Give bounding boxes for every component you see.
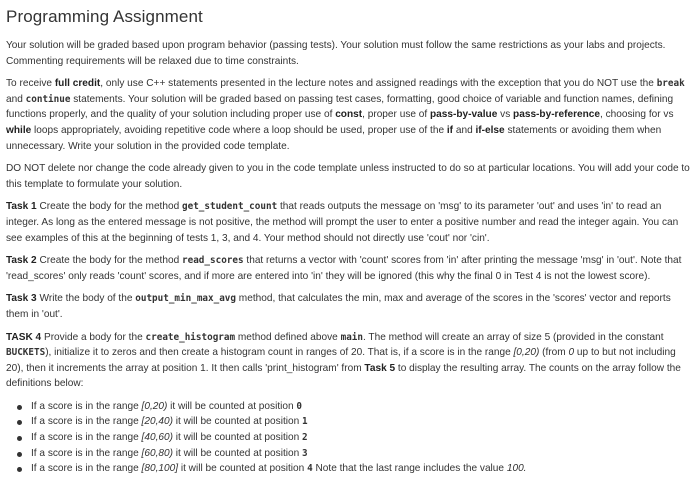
task3-label: Task 3 — [6, 293, 37, 305]
list-item: If a score is in the range [80,100] it will be counted at position 4 Note that the last range includes the value 100. — [31, 461, 692, 477]
list-item: If a score is in the range [40,60) it will be counted at position 2 — [31, 430, 692, 446]
list-item: If a score is in the range [20,40) it will be counted at position 1 — [31, 414, 692, 430]
task3-paragraph: Task 3 Write the body of the output_min_max_avg method, that calculates the min, max and average of the scores in the 'scores' vector and reports them in 'out'. — [6, 293, 671, 320]
get-student-count-method: get_student_count — [182, 201, 278, 213]
bullet-icon — [17, 420, 22, 425]
range-list — [6, 399, 692, 477]
full-credit-term: full credit — [54, 78, 101, 90]
list-item: If a score is in the range [60,80) it will be counted at position 3 — [31, 446, 692, 462]
task2-paragraph: Task 2 Create the body for the method read_scores that returns a vector with 'count' scores from 'in' after printing the message 'msg' in 'out'. Note that 'read_scores' only reads 'count' scores, and if more are entered into 'in' they will be ignored (this why the final 0 in Test 4 is not the lowest score). — [6, 255, 682, 282]
task4-label: TASK 4 — [6, 331, 42, 343]
bullet-icon — [17, 467, 22, 472]
if-else-term: if-else — [475, 124, 505, 136]
buckets-constant: BUCKETS — [6, 347, 46, 359]
task5-reference: Task 5 — [364, 362, 396, 374]
output-min-max-avg-method: output_min_max_avg — [135, 293, 236, 305]
continue-keyword: continue — [25, 93, 71, 105]
if-term: if — [446, 124, 454, 136]
const-term: const — [335, 109, 363, 121]
list-item: If a score is in the range [0,20) it will be counted at position 0 — [31, 399, 692, 415]
task1-label: Task 1 — [6, 201, 37, 213]
create-histogram-method: create_histogram — [145, 331, 236, 343]
bullet-icon — [17, 405, 22, 410]
do-not-delete-paragraph: DO NOT delete nor change the code already given to you in the code template unless instructed to do so at particular locations. You will add your code to this template to formulate your solution. — [6, 163, 690, 190]
task4-paragraph: TASK 4 Provide a body for the create_histogram method defined above main. The method will create an array of size 5 (provided in the constant BUCKETS), initialize it to zeros and then create a histogram count in ranges of 20. That is, if a score is in the range [0,20) (from 0 up to but not including 20), then it increments the array at position 1. It then calls 'print_histogram' from Task 5 to display the resulting array. The counts on the array follow the definitions below: — [6, 331, 681, 390]
pass-by-reference-term: pass-by-reference — [513, 109, 601, 121]
break-keyword: break — [656, 78, 685, 90]
read-scores-method: read_scores — [182, 255, 244, 267]
task1-paragraph: Task 1 Create the body for the method get_student_count that reads outputs the message on 'msg' to its parameter 'out' and uses 'in' to read an integer. As long as the entered message is not positive, the method will prompt the user to enter a positive number and read the integer again. You can see examples of this at the beginning of tests 1, 3, and 4. Your method should not directly use 'cout' nor 'cin'. — [6, 201, 679, 244]
bullet-icon — [17, 452, 22, 457]
task2-label: Task 2 — [6, 255, 37, 267]
while-term: while — [6, 124, 32, 136]
intro-paragraph: Your solution will be graded based upon program behavior (passing tests). Your solution must follow the same restrictions as your labs and projects. Commenting requirements will be relaxed due to time constraints. — [6, 40, 666, 67]
pass-by-value-term: pass-by-value — [430, 109, 498, 121]
main-keyword: main — [340, 331, 363, 343]
page-title: Programming Assignment — [6, 7, 203, 26]
bullet-icon — [17, 436, 22, 441]
full-credit-paragraph: To receive full credit, only use C++ statements presented in the lecture notes and assigned readings with the exception that you do NOT use the break and continue statements. Your solution will be graded based on passing test cases, formatting, good choice of variable and function names, defining functions properly, and the quality of your solution including proper use of const, proper use of pass-by-value vs pass-by-reference, choosing for vs while loops appropriately, avoiding repetitive code where a loop should be used, proper use of the if and if-else statements or avoiding them when unnecessary. Write your solution in the provided code template. — [6, 78, 685, 152]
